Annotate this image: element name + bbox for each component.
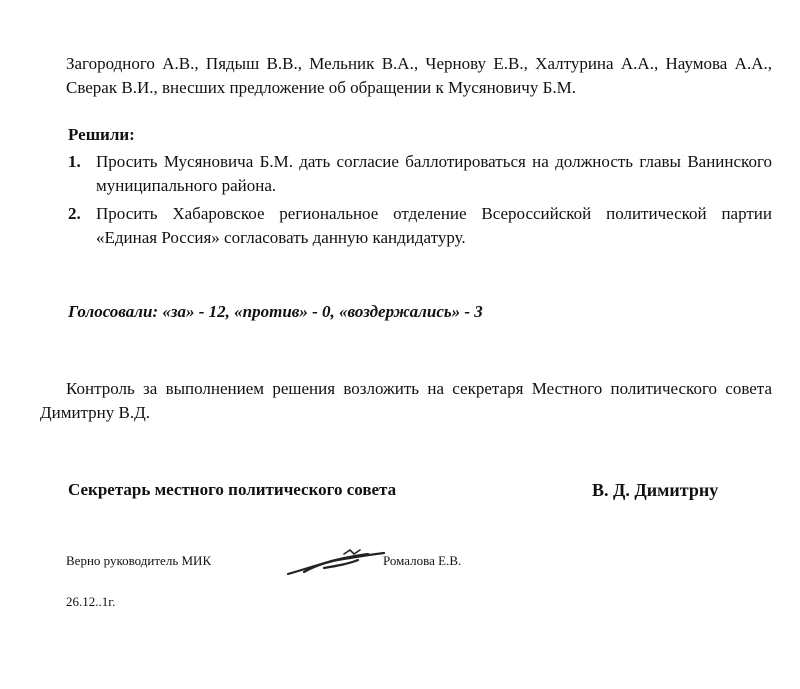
list-item-text: Просить Мусяновича Б.М. дать согласие баллотироваться на должность главы Ванинского муниципального района. <box>96 152 772 195</box>
control-paragraph: Контроль за выполнением решения возложить на секретаря Местного политического совета Димитрну В.Д. <box>40 379 772 422</box>
list-item-number: 2. <box>68 204 81 223</box>
decision-list <box>66 150 772 254</box>
intro-paragraph: Загородного А.В., Пядыш В.В., Мельник В.А., Чернову Е.В., Халтурина А.А., Наумова А.А., Сверак В.И., внесших предложение об обращении к Мусяновичу Б.М. <box>66 54 772 97</box>
certify-label: Верно руководитель МИК <box>66 553 212 568</box>
list-item <box>66 150 772 198</box>
secretary-name: В. Д. Димитрну <box>592 480 719 500</box>
list-item <box>66 202 772 250</box>
signature-image <box>284 544 388 580</box>
list-item-text: Просить Хабаровское региональное отделение Всероссийской политической партии «Единая Россия» согласовать данную кандидатуру. <box>96 204 772 247</box>
secretary-title: Секретарь местного политического совета <box>68 480 397 499</box>
list-item-number: 1. <box>68 152 81 171</box>
certify-name: Ромалова Е.В. <box>383 553 462 568</box>
document-date: 26.12..1г. <box>66 594 116 609</box>
vote-result: Голосовали: «за» - 12, «против» - 0, «воздержались» - 3 <box>68 302 483 321</box>
resolved-heading: Решили: <box>68 125 135 144</box>
